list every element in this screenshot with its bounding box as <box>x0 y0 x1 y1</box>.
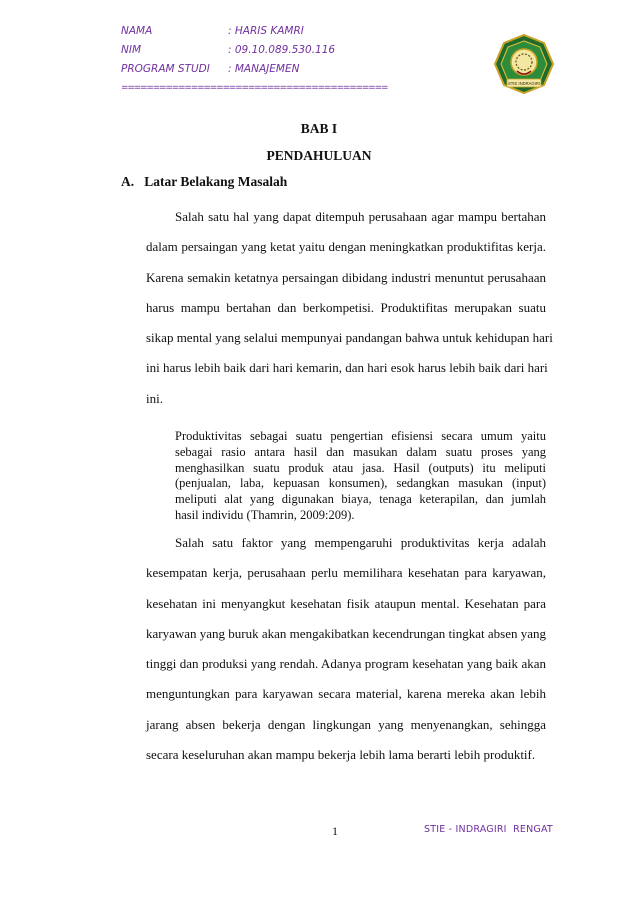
header-value: : 09.10.089.530.116 <box>228 44 336 56</box>
paragraph-line: secara keseluruhan akan mampu bekerja lebih lama berarti lebih produktif. <box>146 747 536 763</box>
page-number: 1 <box>332 824 338 838</box>
header-key: PROGRAM STUDI <box>121 63 210 75</box>
header-key: NAMA <box>121 25 153 37</box>
header-row-nim <box>121 44 335 56</box>
paragraph-line: sikap mental yang selalui mempunyai pandangan bahwa untuk kehidupan hari <box>146 330 553 346</box>
header-rule: ========================================== <box>121 83 388 93</box>
quote-line: Produktivitas sebagai suatu pengertian efisiensi secara umum yaitu <box>175 429 546 443</box>
paragraph-line: Karena semakin ketatnya persaingan dibidang industri menuntut perusahaan <box>146 269 546 285</box>
paragraph-2 <box>146 528 546 770</box>
paragraph-line: Salah satu faktor yang mempengaruhi produktivitas kerja adalah <box>175 535 546 550</box>
block-quote <box>175 429 546 524</box>
quote-line: meliputi alat yang digunakan biaya, tenaga keterapilan, dan jumlah <box>175 492 546 507</box>
paragraph-line: kesehatan ini menyangkut kesehatan fisik ataupun mental. Kesehatan para <box>146 595 546 611</box>
paragraph-line: menguntungkan para karyawan secara material, karena mereka akan lebih <box>146 686 546 702</box>
quote-line: sebagai rasio antara hasil dan masukan dalam suatu proses yang <box>175 444 546 459</box>
header-row-nama <box>121 25 304 37</box>
section-heading: A. Latar Belakang Masalah <box>121 174 288 189</box>
paragraph-line: harus mampu bertahan dan berkompetisi. Produktifitas merupakan suatu <box>146 299 546 315</box>
paragraph-line: karyawan yang buruk akan mengakibatkan kecendrungan tingkat absen yang <box>146 625 546 641</box>
stie-logo <box>493 33 555 95</box>
header-row-program-studi <box>121 63 299 75</box>
paragraph-line: Salah satu hal yang dapat ditempuh perusahaan agar mampu bertahan <box>175 209 546 224</box>
paragraph-line: kesempatan kerja, perusahaan perlu memilihara kesehatan para karyawan, <box>146 565 546 581</box>
header-key: NIM <box>121 44 142 56</box>
header-value: : MANAJEMEN <box>228 63 300 75</box>
quote-line: menghasilkan suatu produk atau jasa. Hasil (outputs) itu meliputi <box>175 460 546 475</box>
chapter-title: PENDAHULUAN <box>266 148 372 163</box>
paragraph-1 <box>146 202 553 414</box>
logo-text: STIE INDRAGIRI <box>507 81 541 86</box>
footer-institution: STIE - INDRAGIRI RENGAT <box>424 824 553 835</box>
paragraph-line: ini harus lebih baik dari hari kemarin, dan hari esok harus lebih baik dari hari <box>146 360 548 376</box>
chapter-number: BAB I <box>300 121 338 136</box>
paragraph-line: dalam persaingan yang ketat yaitu dengan meningkatkan produktifitas kerja. <box>146 239 546 255</box>
quote-line: (penjualan, laba, kepuasan konsumen), sedangkan masukan (input) <box>175 476 546 491</box>
paragraph-line: ini. <box>146 390 163 406</box>
paragraph-line: tinggi dan produksi yang rendah. Adanya program kesehatan yang baik akan <box>146 656 546 672</box>
paragraph-line: jarang absen bekerja dengan lingkungan yang menyenangkan, sehingga <box>146 716 546 732</box>
header-value: : HARIS KAMRI <box>228 25 304 37</box>
quote-line: hasil individu (Thamrin, 2009:209). <box>175 507 355 522</box>
